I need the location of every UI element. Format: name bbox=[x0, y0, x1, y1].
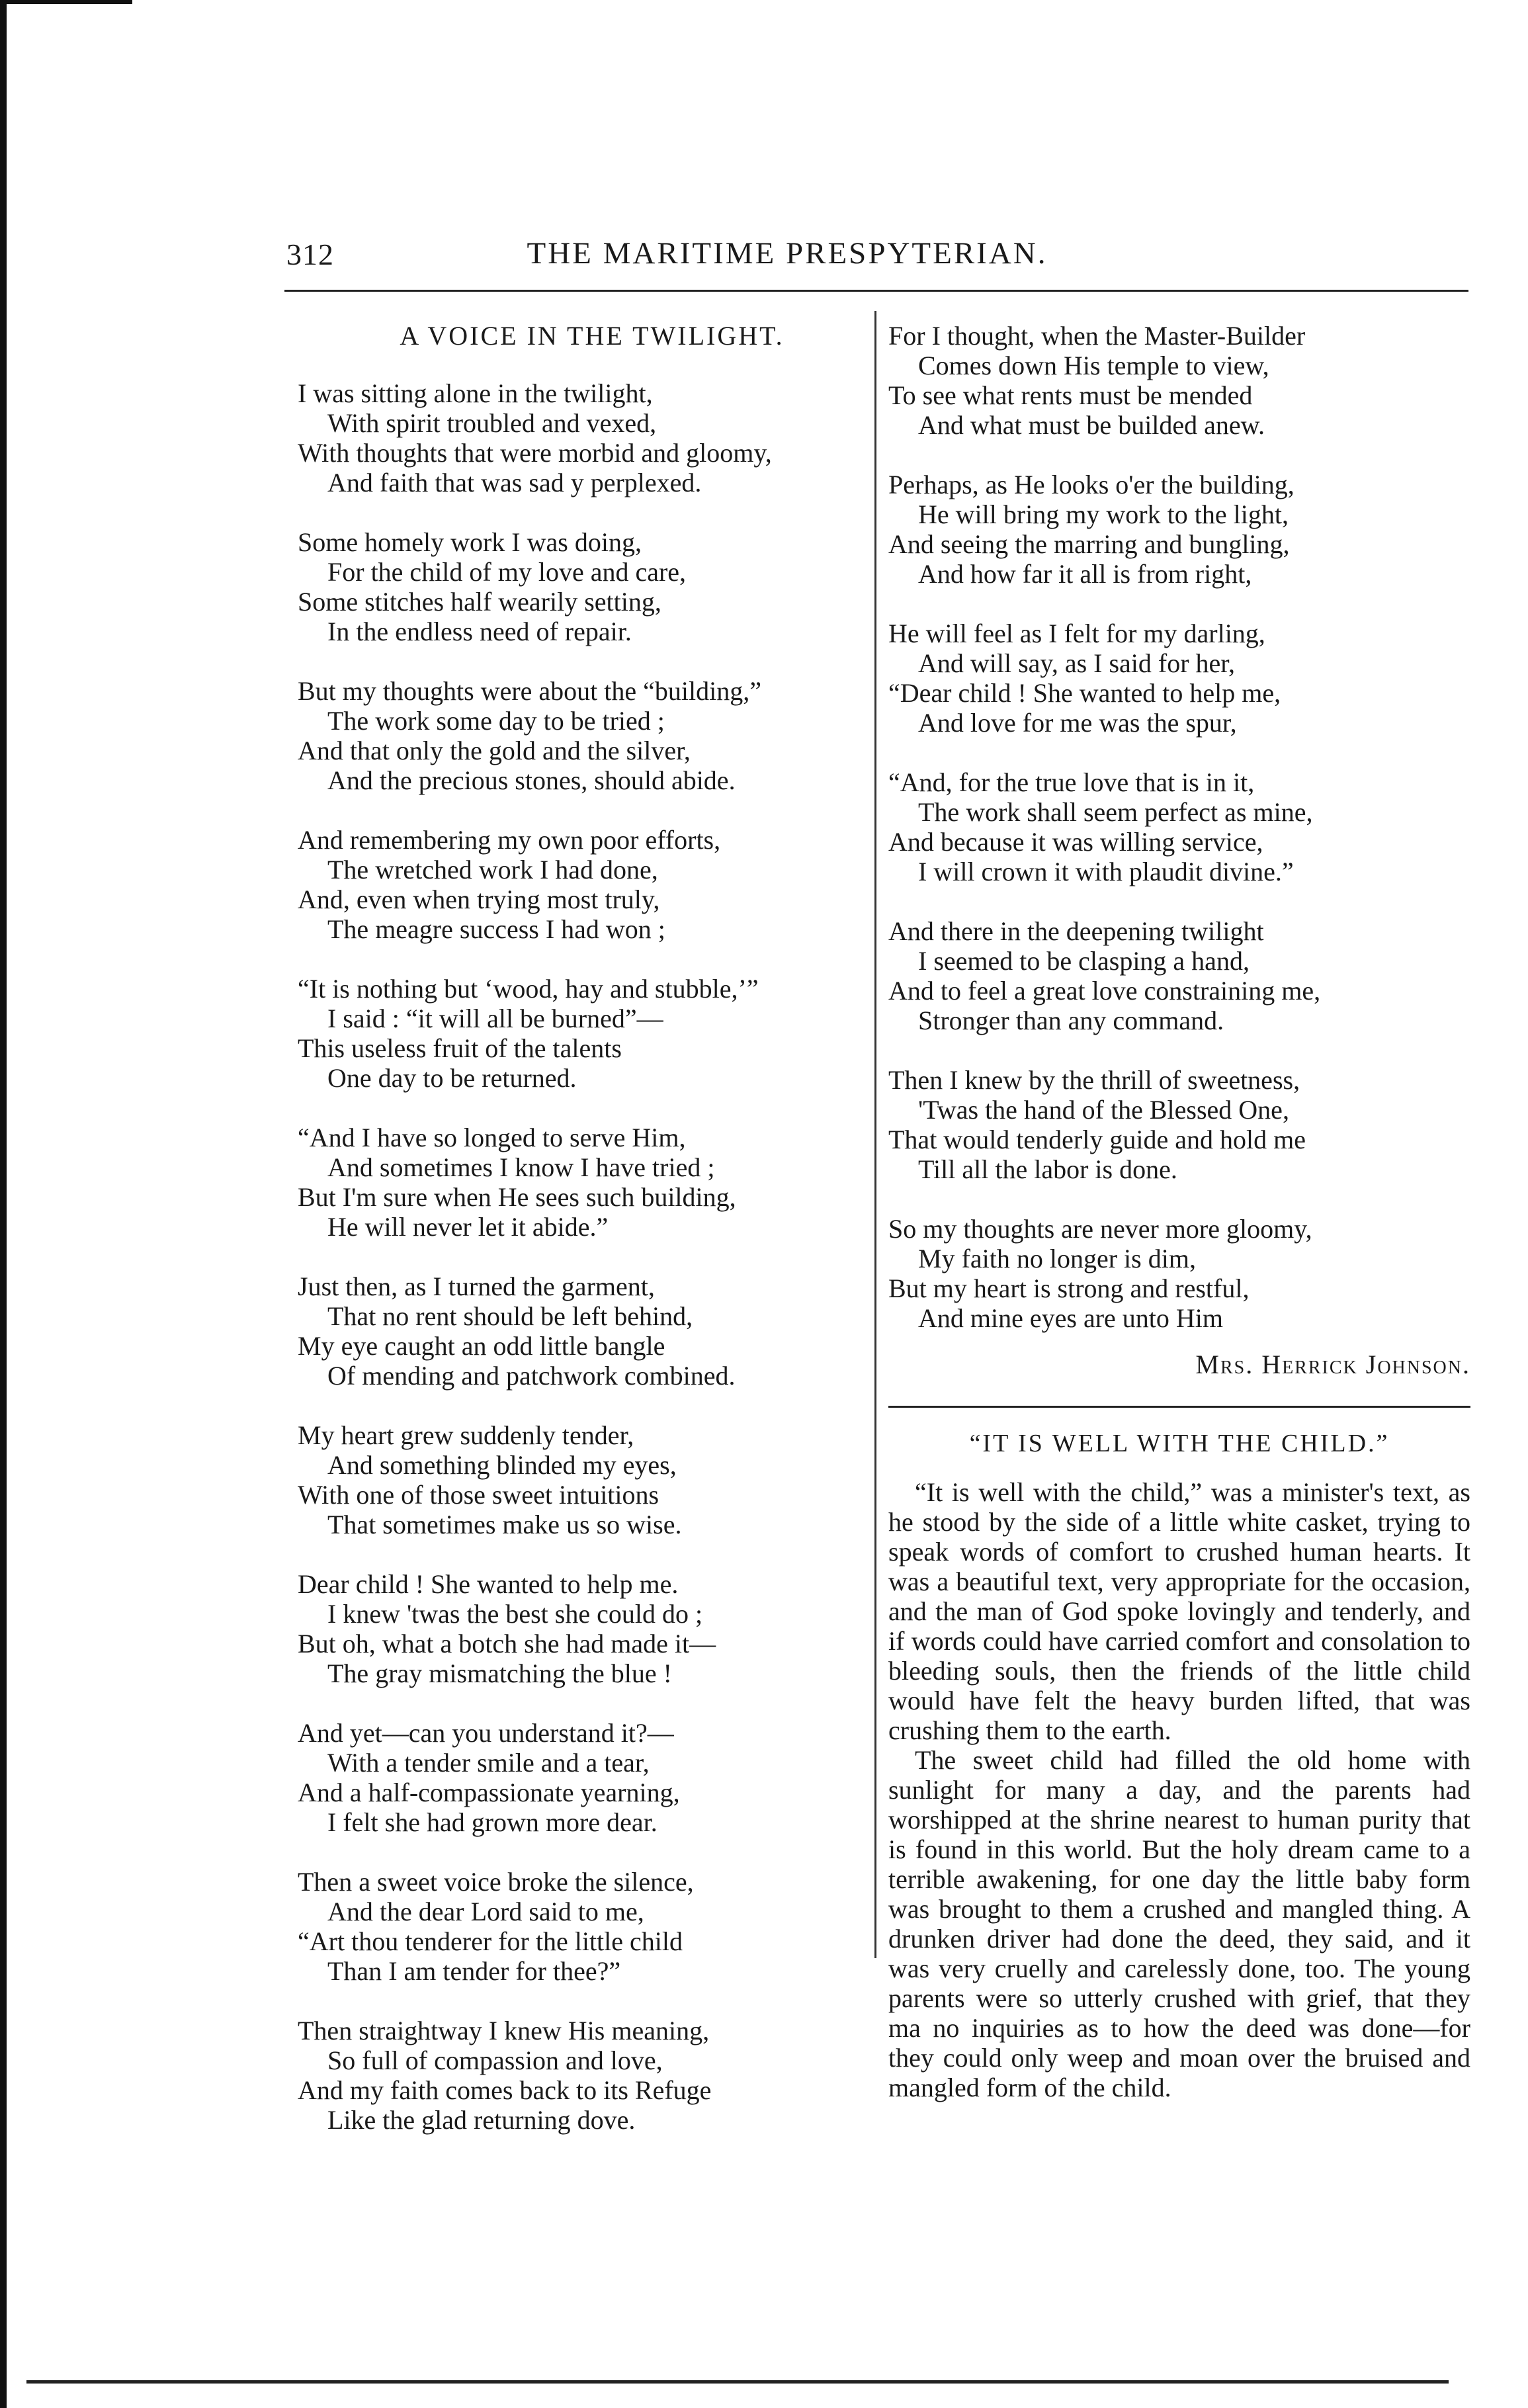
poem-line: And something blinded my eyes, bbox=[327, 1450, 677, 1480]
left-column bbox=[298, 321, 867, 2165]
poem-line: Then straightway I knew His meaning, bbox=[298, 2016, 710, 2045]
article-body bbox=[888, 1477, 1470, 2102]
poem-line: But oh, what a botch she had made it— bbox=[298, 1629, 716, 1658]
poem-line: And remembering my own poor efforts, bbox=[298, 825, 721, 855]
bottom-rule bbox=[26, 2380, 1449, 2384]
poem-line: That no rent should be left behind, bbox=[327, 1301, 693, 1331]
poem-signature: Mrs. Herrick Johnson. bbox=[1195, 1350, 1470, 1379]
poem-line: So my thoughts are never more gloomy, bbox=[888, 1214, 1312, 1244]
poem-line: For I thought, when the Master-Builder bbox=[888, 321, 1306, 351]
poem-line: And seeing the marring and bungling, bbox=[888, 529, 1290, 559]
poem-stanza bbox=[298, 1123, 867, 1242]
poem-line: To see what rents must be mended bbox=[888, 380, 1253, 410]
poem-line: And love for me was the spur, bbox=[918, 708, 1237, 738]
column-divider bbox=[874, 311, 876, 1958]
poem-stanza bbox=[298, 1718, 867, 1837]
poem-stanza bbox=[298, 378, 867, 497]
poem-line: “Dear child ! She wanted to help me, bbox=[888, 678, 1281, 708]
poem-line: The work shall seem perfect as mine, bbox=[918, 797, 1313, 827]
poem-line: And because it was willing service, bbox=[888, 827, 1263, 857]
poem-stanza bbox=[888, 1214, 1470, 1333]
poem-line: Till all the labor is done. bbox=[918, 1154, 1177, 1184]
poem-stanza bbox=[888, 619, 1470, 738]
poem-line: Than I am tender for thee?” bbox=[327, 1956, 621, 1986]
poem-stanza bbox=[888, 1065, 1470, 1184]
poem-stanza bbox=[298, 1569, 867, 1688]
poem-line: With spirit troubled and vexed, bbox=[327, 408, 657, 438]
poem-line: And what must be builded anew. bbox=[918, 410, 1265, 440]
poem-stanza bbox=[888, 470, 1470, 589]
poem-line: The wretched work I had done, bbox=[327, 855, 658, 884]
poem-line: 'Twas the hand of the Blessed One, bbox=[918, 1095, 1289, 1125]
poem-line: I felt she had grown more dear. bbox=[327, 1807, 658, 1837]
poem-line: And that only the gold and the silver, bbox=[298, 736, 691, 765]
poem-line: And faith that was sad y perplexed. bbox=[327, 468, 702, 497]
page-number: 312 bbox=[286, 237, 334, 271]
poem-line: He will never let it abide.” bbox=[327, 1212, 609, 1242]
poem-line: That would tenderly guide and hold me bbox=[888, 1125, 1306, 1154]
article-title: “IT IS WELL WITH THE CHILD.” bbox=[969, 1430, 1390, 1457]
poem-stanza bbox=[298, 1271, 867, 1391]
article-paragraph: “It is well with the child,” was a minister's text, as he stood by the side of a little white casket, trying to speak words of comfort to crushed human hearts. It was a beautiful text, very appropriate for the occasion, and the man of God spoke lovingly and tenderly, and if words could have carried comfort and consolation to bleeding souls, then the friends of the little child would have felt the heavy burden lifted, that was crushing them to the earth. bbox=[888, 1477, 1470, 1745]
poem-line: Comes down His temple to view, bbox=[918, 351, 1269, 380]
poem-stanza bbox=[888, 767, 1470, 886]
poem-stanza bbox=[298, 1867, 867, 1986]
poem-line: Of mending and patchwork combined. bbox=[327, 1361, 736, 1391]
poem-right-stanzas bbox=[888, 321, 1470, 1333]
poem-line: And a half-compassionate yearning, bbox=[298, 1778, 680, 1807]
poem-line: Some stitches half wearily setting, bbox=[298, 587, 661, 617]
poem-line: My faith no longer is dim, bbox=[918, 1244, 1196, 1273]
poem-line: And will say, as I said for her, bbox=[918, 648, 1236, 678]
poem-stanza bbox=[298, 527, 867, 646]
section-rule bbox=[888, 1406, 1470, 1408]
right-column bbox=[888, 321, 1470, 2102]
header-rule bbox=[284, 290, 1468, 292]
poem-line: And the dear Lord said to me, bbox=[327, 1897, 644, 1926]
poem-line: I seemed to be clasping a hand, bbox=[918, 946, 1250, 976]
poem-line: And my faith comes back to its Refuge bbox=[298, 2075, 712, 2105]
poem-line: I was sitting alone in the twilight, bbox=[298, 378, 653, 408]
poem-line: The meagre success I had won ; bbox=[327, 914, 665, 944]
poem-line: But I'm sure when He sees such building, bbox=[298, 1182, 736, 1212]
poem-title: A VOICE IN THE TWILIGHT. bbox=[400, 321, 785, 351]
poem-line: And to feel a great love constraining me, bbox=[888, 976, 1321, 1006]
poem-line: Then I knew by the thrill of sweetness, bbox=[888, 1065, 1300, 1095]
poem-line: And yet—can you understand it?— bbox=[298, 1718, 674, 1748]
poem-line: Perhaps, as He looks o'er the building, bbox=[888, 470, 1295, 499]
poem-line: “And, for the true love that is in it, bbox=[888, 767, 1255, 797]
poem-line: The gray mismatching the blue ! bbox=[327, 1658, 672, 1688]
poem-line: Some homely work I was doing, bbox=[298, 527, 642, 557]
poem-line: “Art thou tenderer for the little child bbox=[298, 1926, 683, 1956]
poem-line: But my thoughts were about the “building,” bbox=[298, 676, 761, 706]
poem-line: Just then, as I turned the garment, bbox=[298, 1271, 655, 1301]
poem-stanza bbox=[298, 974, 867, 1093]
poem-line: Dear child ! She wanted to help me. bbox=[298, 1569, 679, 1599]
poem-stanza bbox=[298, 825, 867, 944]
poem-line: He will feel as I felt for my darling, bbox=[888, 619, 1265, 648]
poem-left-stanzas bbox=[298, 378, 867, 2135]
poem-line: Then a sweet voice broke the silence, bbox=[298, 1867, 694, 1897]
poem-line: One day to be returned. bbox=[327, 1063, 577, 1093]
poem-stanza bbox=[298, 1420, 867, 1539]
poem-line: And, even when trying most truly, bbox=[298, 884, 660, 914]
poem-line: “And I have so longed to serve Him, bbox=[298, 1123, 686, 1152]
poem-line: For the child of my love and care, bbox=[327, 557, 687, 587]
poem-stanza bbox=[888, 321, 1470, 440]
poem-line: My heart grew suddenly tender, bbox=[298, 1420, 634, 1450]
poem-line: And how far it all is from right, bbox=[918, 559, 1252, 589]
poem-line: And sometimes I know I have tried ; bbox=[327, 1152, 715, 1182]
poem-stanza bbox=[298, 2016, 867, 2135]
poem-line: But my heart is strong and restful, bbox=[888, 1273, 1250, 1303]
poem-line: I said : “it will all be burned”— bbox=[327, 1004, 663, 1033]
page-edge-mark bbox=[0, 0, 132, 4]
poem-line: This useless fruit of the talents bbox=[298, 1033, 622, 1063]
poem-line: Like the glad returning dove. bbox=[327, 2105, 636, 2135]
poem-line: He will bring my work to the light, bbox=[918, 499, 1289, 529]
poem-line: With thoughts that were morbid and gloomy, bbox=[298, 438, 772, 468]
poem-line: With a tender smile and a tear, bbox=[327, 1748, 650, 1778]
poem-line: My eye caught an odd little bangle bbox=[298, 1331, 665, 1361]
poem-line: And the precious stones, should abide. bbox=[327, 765, 736, 795]
page-edge-shadow bbox=[0, 0, 7, 2408]
article-paragraph: The sweet child had filled the old home with sunlight for many a day, and the parents had worshipped at the shrine nearest to human purity that is found in this world. But the holy dream came to a terrible awakening, for one day the little baby form was brought to them a crushed and mangled thing. A drunken driver had done the deed, they said, and it was very cruelly and carelessly done, too. The young parents were so utterly crushed with grief, that they ma no inquiries as to how the deed was done—for they could only weep and moan over the bruised and mangled form of the child. bbox=[888, 1745, 1470, 2102]
poem-line: And mine eyes are unto Him bbox=[918, 1303, 1223, 1333]
poem-stanza bbox=[888, 916, 1470, 1035]
poem-line: The work some day to be tried ; bbox=[327, 706, 665, 736]
poem-line: So full of compassion and love, bbox=[327, 2045, 663, 2075]
poem-stanza bbox=[298, 676, 867, 795]
poem-line: In the endless need of repair. bbox=[327, 617, 632, 646]
poem-line: Stronger than any command. bbox=[918, 1006, 1224, 1035]
poem-line: “It is nothing but ‘wood, hay and stubble,’” bbox=[298, 974, 759, 1004]
running-title: THE MARITIME PRESPYTERIAN. bbox=[527, 236, 1048, 271]
poem-line: I will crown it with plaudit divine.” bbox=[918, 857, 1294, 886]
poem-line: I knew 'twas the best she could do ; bbox=[327, 1599, 703, 1629]
poem-line: And there in the deepening twilight bbox=[888, 916, 1264, 946]
poem-line: That sometimes make us so wise. bbox=[327, 1510, 682, 1539]
poem-line: With one of those sweet intuitions bbox=[298, 1480, 659, 1510]
